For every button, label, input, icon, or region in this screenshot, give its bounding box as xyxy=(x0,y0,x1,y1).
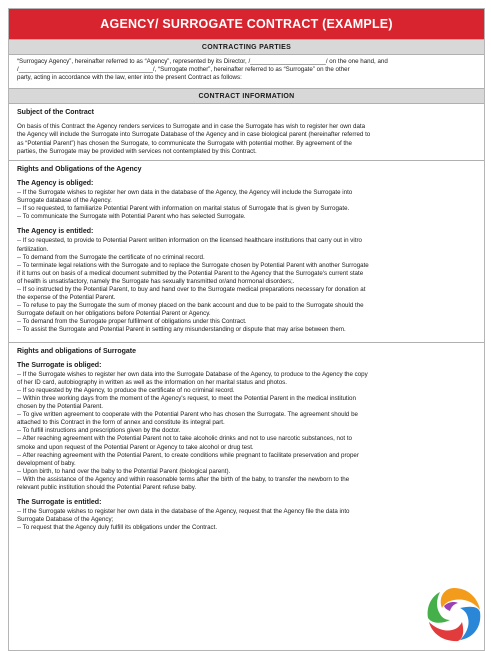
agency-obliged-item: Surrogate database of the Agency. xyxy=(17,197,112,205)
agency-entitled-list xyxy=(17,237,476,334)
agency-entitled-item: -- If so instructed by the Potential Parent, to buy and hand over to the Surrogate medical preparations necessary for donation at xyxy=(17,285,366,293)
agency-obliged-title: The Agency is obliged: xyxy=(17,179,94,187)
surrogate-obliged-item: -- After reaching agreement with the Potential Parent not to take alcoholic drinks and not to use narcotic substances, not to xyxy=(17,435,353,443)
parties-line: party, acting in accordance with the law, enter into the present Contract as follows: xyxy=(17,74,242,82)
agency-entitled-item: -- To terminate legal relations with the Surrogate and to replace the Surrogate chosen by Potential Parent with another Surrogate xyxy=(17,261,369,269)
agency-rights-title: Rights and Obligations of the Agency xyxy=(17,165,142,173)
agency-entitled-item: if it turns out on basis of a medical document submitted by the Potential Parent to the Agency that the Surrogate's current state xyxy=(17,269,364,277)
agency-entitled-item: Surrogate default on her obligations before Potential Parent or Agency. xyxy=(17,310,211,318)
surrogate-obliged-item: -- After reaching agreement with the Potential Parent, to create conditions while pregnant to facilitate preservation and proper xyxy=(17,451,359,459)
surrogate-rights-title: Rights and obligations of Surrogate xyxy=(17,347,136,355)
subject-line: parties, the Surrogate may be provided with services not contemplated by this Contract. xyxy=(17,147,257,155)
surrogate-obliged-item: -- With the assistance of the Agency and within reasonable terms after the birth of the baby, to transfer the newborn to the xyxy=(17,475,350,483)
parties-line: /_______________________________________/, “Surrogate mother”, hereinafter referred to as “Surrogate” on the other xyxy=(17,66,350,74)
surrogate-entitled-item: -- If the Surrogate wishes to register her own data in the database of the Agency, request that the Agency file the data into xyxy=(17,508,350,516)
agency-entitled-item: -- To demand from the Surrogate proper fulfilment of obligations under this Contract. xyxy=(17,318,247,326)
subject-line: the Agency will include the Surrogate into Surrogate Database of the Agency and in case biological parent (hereinafter referred to xyxy=(17,131,371,139)
surrogate-obliged-title: The Surrogate is obliged: xyxy=(17,361,102,369)
agency-obliged-item: -- To communicate the Surrogate with Potential Parent who has selected Surrogate. xyxy=(17,213,246,221)
surrogate-entitled-title: The Surrogate is entitled: xyxy=(17,499,102,507)
agency-obliged-item: -- If so requested, to familiarize Potential Parent with information on marital status of Surrogate that is given by Surrogate. xyxy=(17,205,350,213)
surrogate-obliged-item: attached to this Contract in the form of annex and constitute its integral part. xyxy=(17,419,225,427)
contracting-parties-text xyxy=(9,55,484,86)
subject-title: Subject of the Contract xyxy=(17,109,95,117)
agency-entitled-title: The Agency is entitled: xyxy=(17,228,94,236)
surrogate-obliged-item: -- If the Surrogate wishes to register her own data into the Surrogate Database of the Agency, to produce to the Agency the copy xyxy=(17,370,368,378)
surrogate-section xyxy=(9,343,484,537)
surrogate-obliged-item: smoke and upon request of the Potential Parent or Agency to take alcohol or drug test. xyxy=(17,443,254,451)
surrogate-obliged-item: -- If so requested by the Agency, to produce the certificate of no criminal record. xyxy=(17,386,235,394)
agency-obliged-list xyxy=(17,189,476,221)
surrogate-obliged-item: development of baby. xyxy=(17,459,76,467)
agency-entitled-item: fertilization. xyxy=(17,245,49,253)
surrogate-obliged-item: chosen by the Potential Parent. xyxy=(17,403,103,411)
surrogate-obliged-item: -- To give written agreement to cooperate with the Potential Parent who has chosen the Surrogate. The agreement should be xyxy=(17,411,358,419)
parties-line: “Surrogacy Agency”, hereinafter referred to as “Agency”, represented by its Director, /______________________/ on the one hand, and xyxy=(17,58,388,65)
agency-entitled-item: the expense of the Potential Parent. xyxy=(17,294,116,302)
agency-entitled-item: -- To refuse to pay the Surrogate the sum of money placed on the bank account and due to be paid to the Surrogate should the xyxy=(17,302,364,310)
contracting-parties-header: CONTRACTING PARTIES xyxy=(9,39,484,55)
surrogate-entitled-list xyxy=(17,508,476,532)
subject-line: On basis of this Contract the Agency renders services to Surrogate and in case the Surrogate has wish to register her own data xyxy=(17,123,366,131)
surrogate-obliged-item: of her ID card, autobiography in written as well as the information on her marital status and photos. xyxy=(17,378,287,386)
agency-entitled-item: of health is unsatisfactory, namely the Surrogate has sexually transmitted or/and hormonal disorders;. xyxy=(17,277,295,285)
subject-line: as “Potential Parent”) has chosen the Surrogate, to communicate the Surrogate with potential mother. By agreement of the xyxy=(17,139,352,147)
contract-information-header: CONTRACT INFORMATION xyxy=(9,88,484,104)
surrogate-obliged-item: -- Upon birth, to hand over the baby to the Potential Parent (biological parent). xyxy=(17,467,231,475)
surrogate-entitled-item: -- To request that the Agency duly fulfill its obligations under the Contract. xyxy=(17,524,218,532)
agency-entitled-item: -- To demand from the Surrogate the certificate of no criminal record. xyxy=(17,253,205,261)
surrogate-obliged-item: relevant public institution should the Potential Parent refuse baby. xyxy=(17,484,197,492)
surrogate-obliged-item: -- Within three working days from the moment of the Agency's request, to meet the Potential Parent in the medical institution xyxy=(17,395,356,402)
surrogate-obliged-item: -- To fulfill instructions and prescriptions given by the doctor. xyxy=(17,427,181,435)
agency-obliged-item: -- If the Surrogate wishes to register her own data in the database of the Agency, the Agency will include the Surrogate into xyxy=(17,188,353,196)
surrogate-entitled-item: Surrogate Database of the Agency; xyxy=(17,516,114,524)
subject-section xyxy=(9,104,484,159)
document-title: AGENCY/ SURROGATE CONTRACT (EXAMPLE) xyxy=(9,9,484,39)
subject-text xyxy=(17,123,476,155)
agency-entitled-item: -- To assist the Surrogate and Potential Parent in settling any misunderstanding or dispute that may arise between them. xyxy=(17,326,346,334)
agency-section xyxy=(9,161,484,339)
swirl-logo-icon xyxy=(424,584,484,644)
contract-document xyxy=(8,8,485,651)
agency-entitled-item: -- If so requested, to provide to Potential Parent written information on the licensed healthcare institutions that carry out in vitro xyxy=(17,237,362,245)
surrogate-obliged-list xyxy=(17,371,476,492)
